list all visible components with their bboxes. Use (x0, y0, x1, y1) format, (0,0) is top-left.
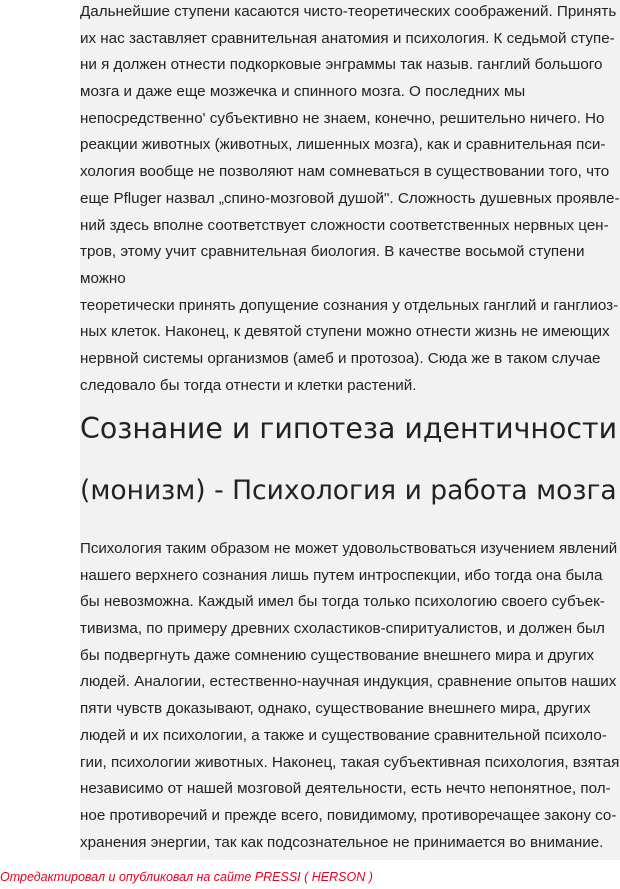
text-line: ний здесь вполне соответствует сложности соответственных нервных цен- (80, 216, 609, 234)
text-line: их нас заставляет сравнительная анатомия и психология. К седьмой ступе- (80, 29, 615, 47)
text-line: хранения энергии, так как подсознательное не принимается во внимание. (80, 833, 604, 851)
text-line: независимо от нашей мозговой деятельности, есть нечто непонятное, пол- (80, 780, 611, 798)
text-line: пяти чувств доказывают, однако, существование внешнего мира, других (80, 700, 591, 718)
text-line: Психология таким образом не может удовольствоваться изучением явлений (80, 540, 618, 557)
paragraph-2 (80, 536, 620, 856)
text-line: нашего верхнего сознания лишь путем интроспекции, ибо тогда она была (80, 566, 603, 584)
text-line: тивизма, по примеру древних схоластиков-спиритуалистов, и должен был (80, 620, 605, 638)
content-area (80, 0, 620, 860)
text-line: еще Pfluger назвал „спино-мозговой душой". Сложность душевных проявле- (80, 189, 620, 207)
text-line: бы невозможна. Каждый имел бы тогда только психологию своего субъек- (80, 593, 605, 611)
text-line: Дальнейшие ступени касаются чисто-теоретических соображений. Принять (80, 3, 617, 20)
text-line: людей и их психологии, а также и существование сравнительной психоло- (80, 726, 607, 744)
text-line: ных клеток. Наконец, к девятой ступени можно отнести жизнь не имеющих (80, 323, 610, 341)
text-line: теоретически принять допущение сознания у отдельных ганглий и ганглиоз- (80, 296, 619, 314)
publisher-footer: Отредактировал и опубликовал на сайте PRESSI ( HERSON ) (0, 870, 373, 884)
section-heading (80, 398, 620, 522)
heading-line: (монизм) - Психология и работа мозга (80, 475, 617, 506)
text-line: людей. Аналогии, естественно-научная индукция, сравнение опытов наших (80, 673, 617, 691)
paragraph-1 (80, 0, 620, 399)
text-line: бы подвергнуть даже сомнению существование внешнего мира и других (80, 646, 595, 664)
text-line: хология вообще не позволяют нам сомневаться в существовании того, что (80, 163, 610, 181)
text-line: гии, психологии животных. Наконец, такая субъективная психология, взятая (80, 753, 620, 771)
heading-line: Сознание и гипотеза идентичности (80, 412, 618, 445)
text-line: ное противоречий и прежде всего, повидимому, противоречащее закону со- (80, 806, 617, 824)
text-line: следовало бы тогда отнести и клетки растений. (80, 376, 417, 394)
text-line: ни я должен отнести подкорковые энграммы так назыв. ганглий большого (80, 56, 603, 74)
text-line: мозга и даже еще мозжечка и спинного мозга. О последних мы (80, 83, 526, 101)
text-line: непосредственно' субъективно не знаем, конечно, решительно ничего. Но (80, 109, 605, 127)
text-line: можно (80, 269, 126, 287)
text-line: тров, этому учит сравнительная биология. В качестве восьмой ступени (80, 243, 585, 261)
text-line: реакции животных (животных, лишенных мозга), как и сравнительная пси- (80, 136, 606, 154)
text-line: нервной системы организмов (амеб и протозоа). Сюда же в таком случае (80, 349, 601, 367)
